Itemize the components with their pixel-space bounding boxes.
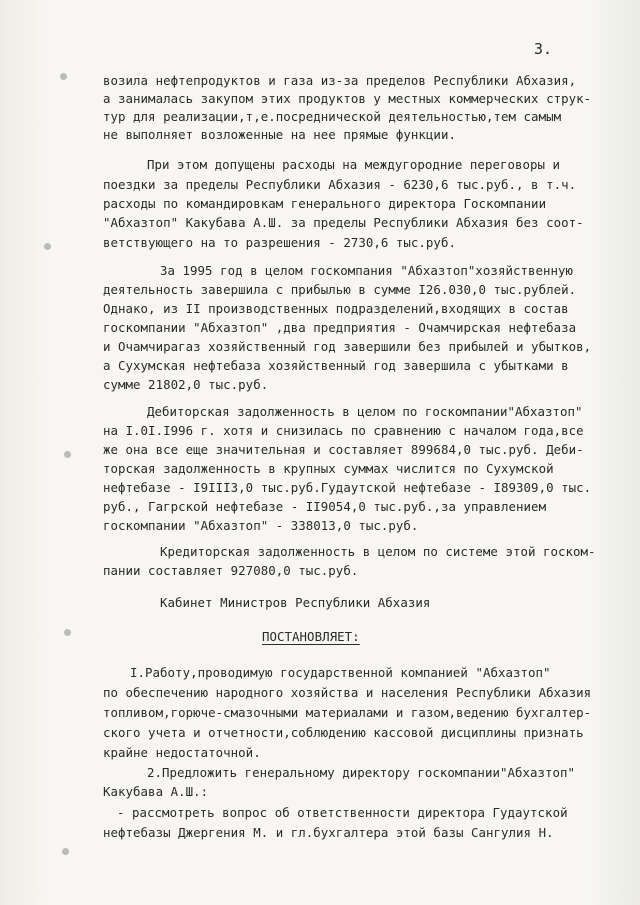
text-line: ского учета и отчетности,соблюдению кассовой дисциплины признать (103, 725, 584, 740)
page-number: 3. (534, 40, 553, 58)
text-line: крайне недостаточной. (103, 745, 261, 760)
text-line: руб., Гагрской нефтебазе - II9054,0 тыс.руб.,за управлением (103, 499, 547, 514)
text-line: и Очамчирагаз хозяйственный год завершили без прибылей и убытков, (103, 339, 592, 354)
text-line: нефтебазы Джергения М. и гл.бухгалтера этой базы Сангулия Н. (103, 825, 554, 840)
text-line: расходы по командировкам генерального директора Госкомпании (103, 196, 547, 211)
binder-hole (44, 243, 51, 250)
text-line: Кредиторская задолженность в целом по системе этой госком- (160, 544, 596, 559)
text-line: поездки за пределы Республики Абхазия - 6230,6 тыс.руб., в т.ч. (103, 177, 577, 192)
text-line: 2.Предложить генеральному директору госкомпании"Абхазтоп" (147, 765, 576, 780)
binder-hole (64, 629, 71, 636)
text-line: а Сухумская нефтебаза хозяйственный год завершила с убытками в (103, 358, 569, 373)
text-line: сумме 21802,0 тыс.руб. (103, 377, 269, 392)
text-line: торская задолженность в крупных суммах числится по Сухумской (103, 461, 554, 476)
text-line: За 1995 год в целом госкомпания "Абхазтоп"хозяйственную (160, 263, 574, 278)
text-line: I.Работу,проводимую государственной компанией "Абхазтоп" (130, 665, 551, 680)
text-line: топливом,горюче-смазочными материалами и газом,ведению бухгалтер- (103, 705, 592, 720)
text-line: ветствующего на то разрешения - 2730,6 тыс.руб. (103, 235, 456, 250)
resolution-heading: ПОСТАНОВЛЯЕТ: (262, 629, 360, 644)
text-line: тур для реализации,т,е.посреднической деятельностью,тем самым (103, 109, 562, 124)
text-line: возила нефтепродуктов и газа из-за пределов Республики Абхазия, (103, 73, 577, 88)
text-line: госкомпании "Абхазтоп" - 338013,0 тыс.руб. (103, 518, 419, 533)
binder-hole (64, 451, 71, 458)
binder-hole (62, 848, 69, 855)
text-line: на I.0I.I996 г. хотя и снизилась по сравнению с началом года,все (103, 423, 584, 438)
text-line: не выполняет возложенные на нее прямые функции. (103, 127, 456, 142)
text-line: Дебиторская задолженность в целом по госкомпании"Абхазтоп" (147, 404, 583, 419)
text-line: - рассмотреть вопрос об ответственности директора Гудаутской (117, 805, 568, 820)
text-line: а занималась закупом этих продуктов у местных коммерческих струк- (103, 91, 592, 106)
text-line: нефтебазе - I9III3,0 тыс.руб.Гудаутской нефтебазе - I89309,0 тыс. (103, 480, 592, 495)
text-line: госкомпании "Абхазтоп" ,два предприятия - Очамчирская нефтебаза (103, 320, 577, 335)
cabinet-heading: Кабинет Министров Республики Абхазия (160, 595, 431, 610)
text-line: по обеспечению народного хозяйства и населения Республики Абхазия (103, 685, 592, 700)
text-line: При этом допущены расходы на междугородние переговоры и (147, 157, 561, 172)
text-line: пании составляет 927080,0 тыс.руб. (103, 563, 359, 578)
text-line: "Абхазтоп" Какубава А.Ш. за пределы Республики Абхазия без соот- (103, 215, 584, 230)
text-line: Однако, из II производственных подразделений,входящих в состав (103, 301, 569, 316)
text-line: деятельность завершила с прибылью в сумме I26.030,0 тыс.рублей. (103, 282, 577, 297)
binder-hole (60, 73, 67, 80)
text-line: Какубава А.Ш.: (103, 784, 209, 799)
text-line: же она все еще значительная и составляет 899684,0 тыс.руб. Деби- (103, 442, 584, 457)
